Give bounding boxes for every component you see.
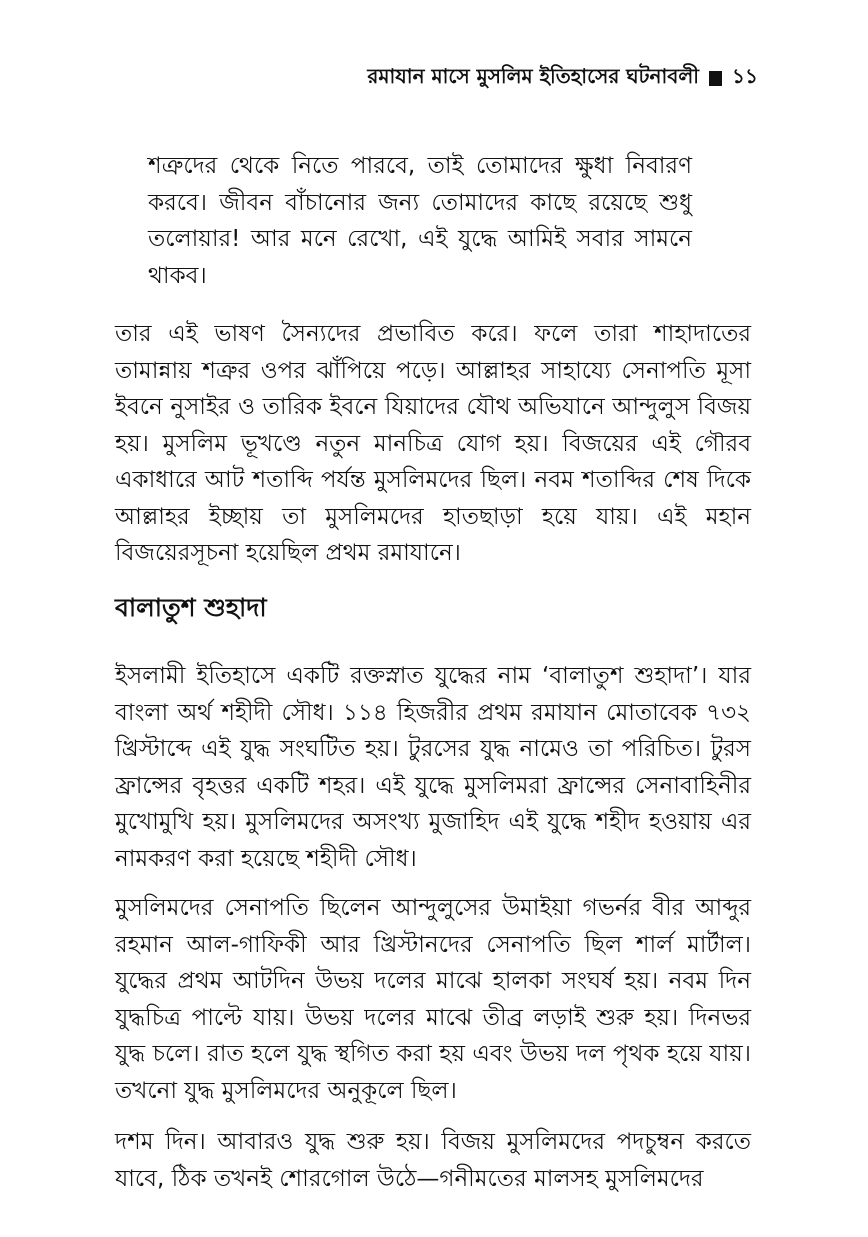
quote-block [148, 148, 692, 294]
running-header-title: রমাযান মাসে মুসলিম ইতিহাসের ঘটনাবলী [367, 64, 700, 88]
running-header [367, 62, 758, 95]
paragraph-1 [115, 316, 751, 572]
page-number: ১১ [732, 64, 758, 88]
paragraph-text: দশম দিন। আবারও যুদ্ধ শুরু হয়। বিজয় মুসলিমদের পদচুম্বন করতে যাবে, ঠিক তখনই শোরগোল উঠে—গনীমতের মালসহ মুসলিমদের [115, 1129, 751, 1192]
header-square-icon [709, 71, 722, 86]
section-heading: বালাতুশ শুহাদা [115, 593, 267, 622]
paragraph-text: মুসলিমদের সেনাপতি ছিলেন আন্দুলুসের উমাইয়া গভর্নর বীর আব্দুর রহমান আল-গাফিকী আর খ্রিস্টানদের সেনাপতি ছিল শার্ল মার্টাল। যুদ্ধের প্রথম আটদিন উভয় দলের মাঝে হালকা সংঘর্ষ হয়। নবম দিন যুদ্ধচিত্র পাল্টে যায়। উভয় দলের মাঝে তীব্র লড়াই শুরু হয়। দিনভর যুদ্ধ চলে। রাত হলে যুদ্ধ স্থগিত করা হয় এবং উভয় দল পৃথক হয়ে যায়। তখনো যুদ্ধ মুসলিমদের অনুকূলে ছিল। [115, 895, 751, 1104]
quote-text: শত্রুদের থেকে নিতে পারবে, তাই তোমাদের ক্ষুধা নিবারণ করবে। জীবন বাঁচানোর জন্য তোমাদের কাছে রয়েছে শুধু তলোয়ার! আর মনে রেখো, এই যুদ্ধে আমিই সবার সামনে থাকব। [148, 153, 692, 289]
paragraph-text: ইসলামী ইতিহাসে একটি রক্তস্নাত যুদ্ধের নাম ‘বালাতুশ শুহাদা’। যার বাংলা অর্থ শহীদী সৌধ। ১১৪ হিজরীর প্রথম রমাযান মোতাবেক ৭৩২ খ্রিস্টাব্দে এই যুদ্ধ সংঘটিত হয়। টুরসের যুদ্ধ নামেও তা পরিচিত। টুরস ফ্রান্সের বৃহত্তর একটি শহর। এই যুদ্ধে মুসলিমরা ফ্রান্সের সেনাবাহিনীর মুখোমুখি হয়। মুসলিমদের অসংখ্য মুজাহিদ এই যুদ্ধে শহীদ হওয়ায় এর নামকরণ করা হয়েছে শহীদী সৌধ। [115, 663, 751, 872]
paragraph-4 [115, 1124, 751, 1197]
paragraph-2 [115, 658, 751, 877]
paragraph-3 [115, 890, 751, 1109]
paragraph-text: তার এই ভাষণ সৈন্যদের প্রভাবিত করে। ফলে তারা শাহাদাতের তামান্নায় শত্রুর ওপর ঝাঁপিয়ে পড়ে। আল্লাহর সাহায্যে সেনাপতি মূসা ইবনে নুসাইর ও তারিক ইবনে যিয়াদের যৌথ অভিযানে আন্দুলুস বিজয় হয়। মুসলিম ভূখণ্ডে নতুন মানচিত্র যোগ হয়। বিজয়ের এই গৌরব একাধারে আট শতাব্দি পর্যন্ত মুসলিমদের ছিল। নবম শতাব্দির শেষ দিকে আল্লাহর ইচ্ছায় তা মুসলিমদের হাতছাড়া হয়ে যায়। এই মহান বিজয়েরসূচনা হয়েছিল প্রথম রমাযানে। [115, 321, 751, 566]
